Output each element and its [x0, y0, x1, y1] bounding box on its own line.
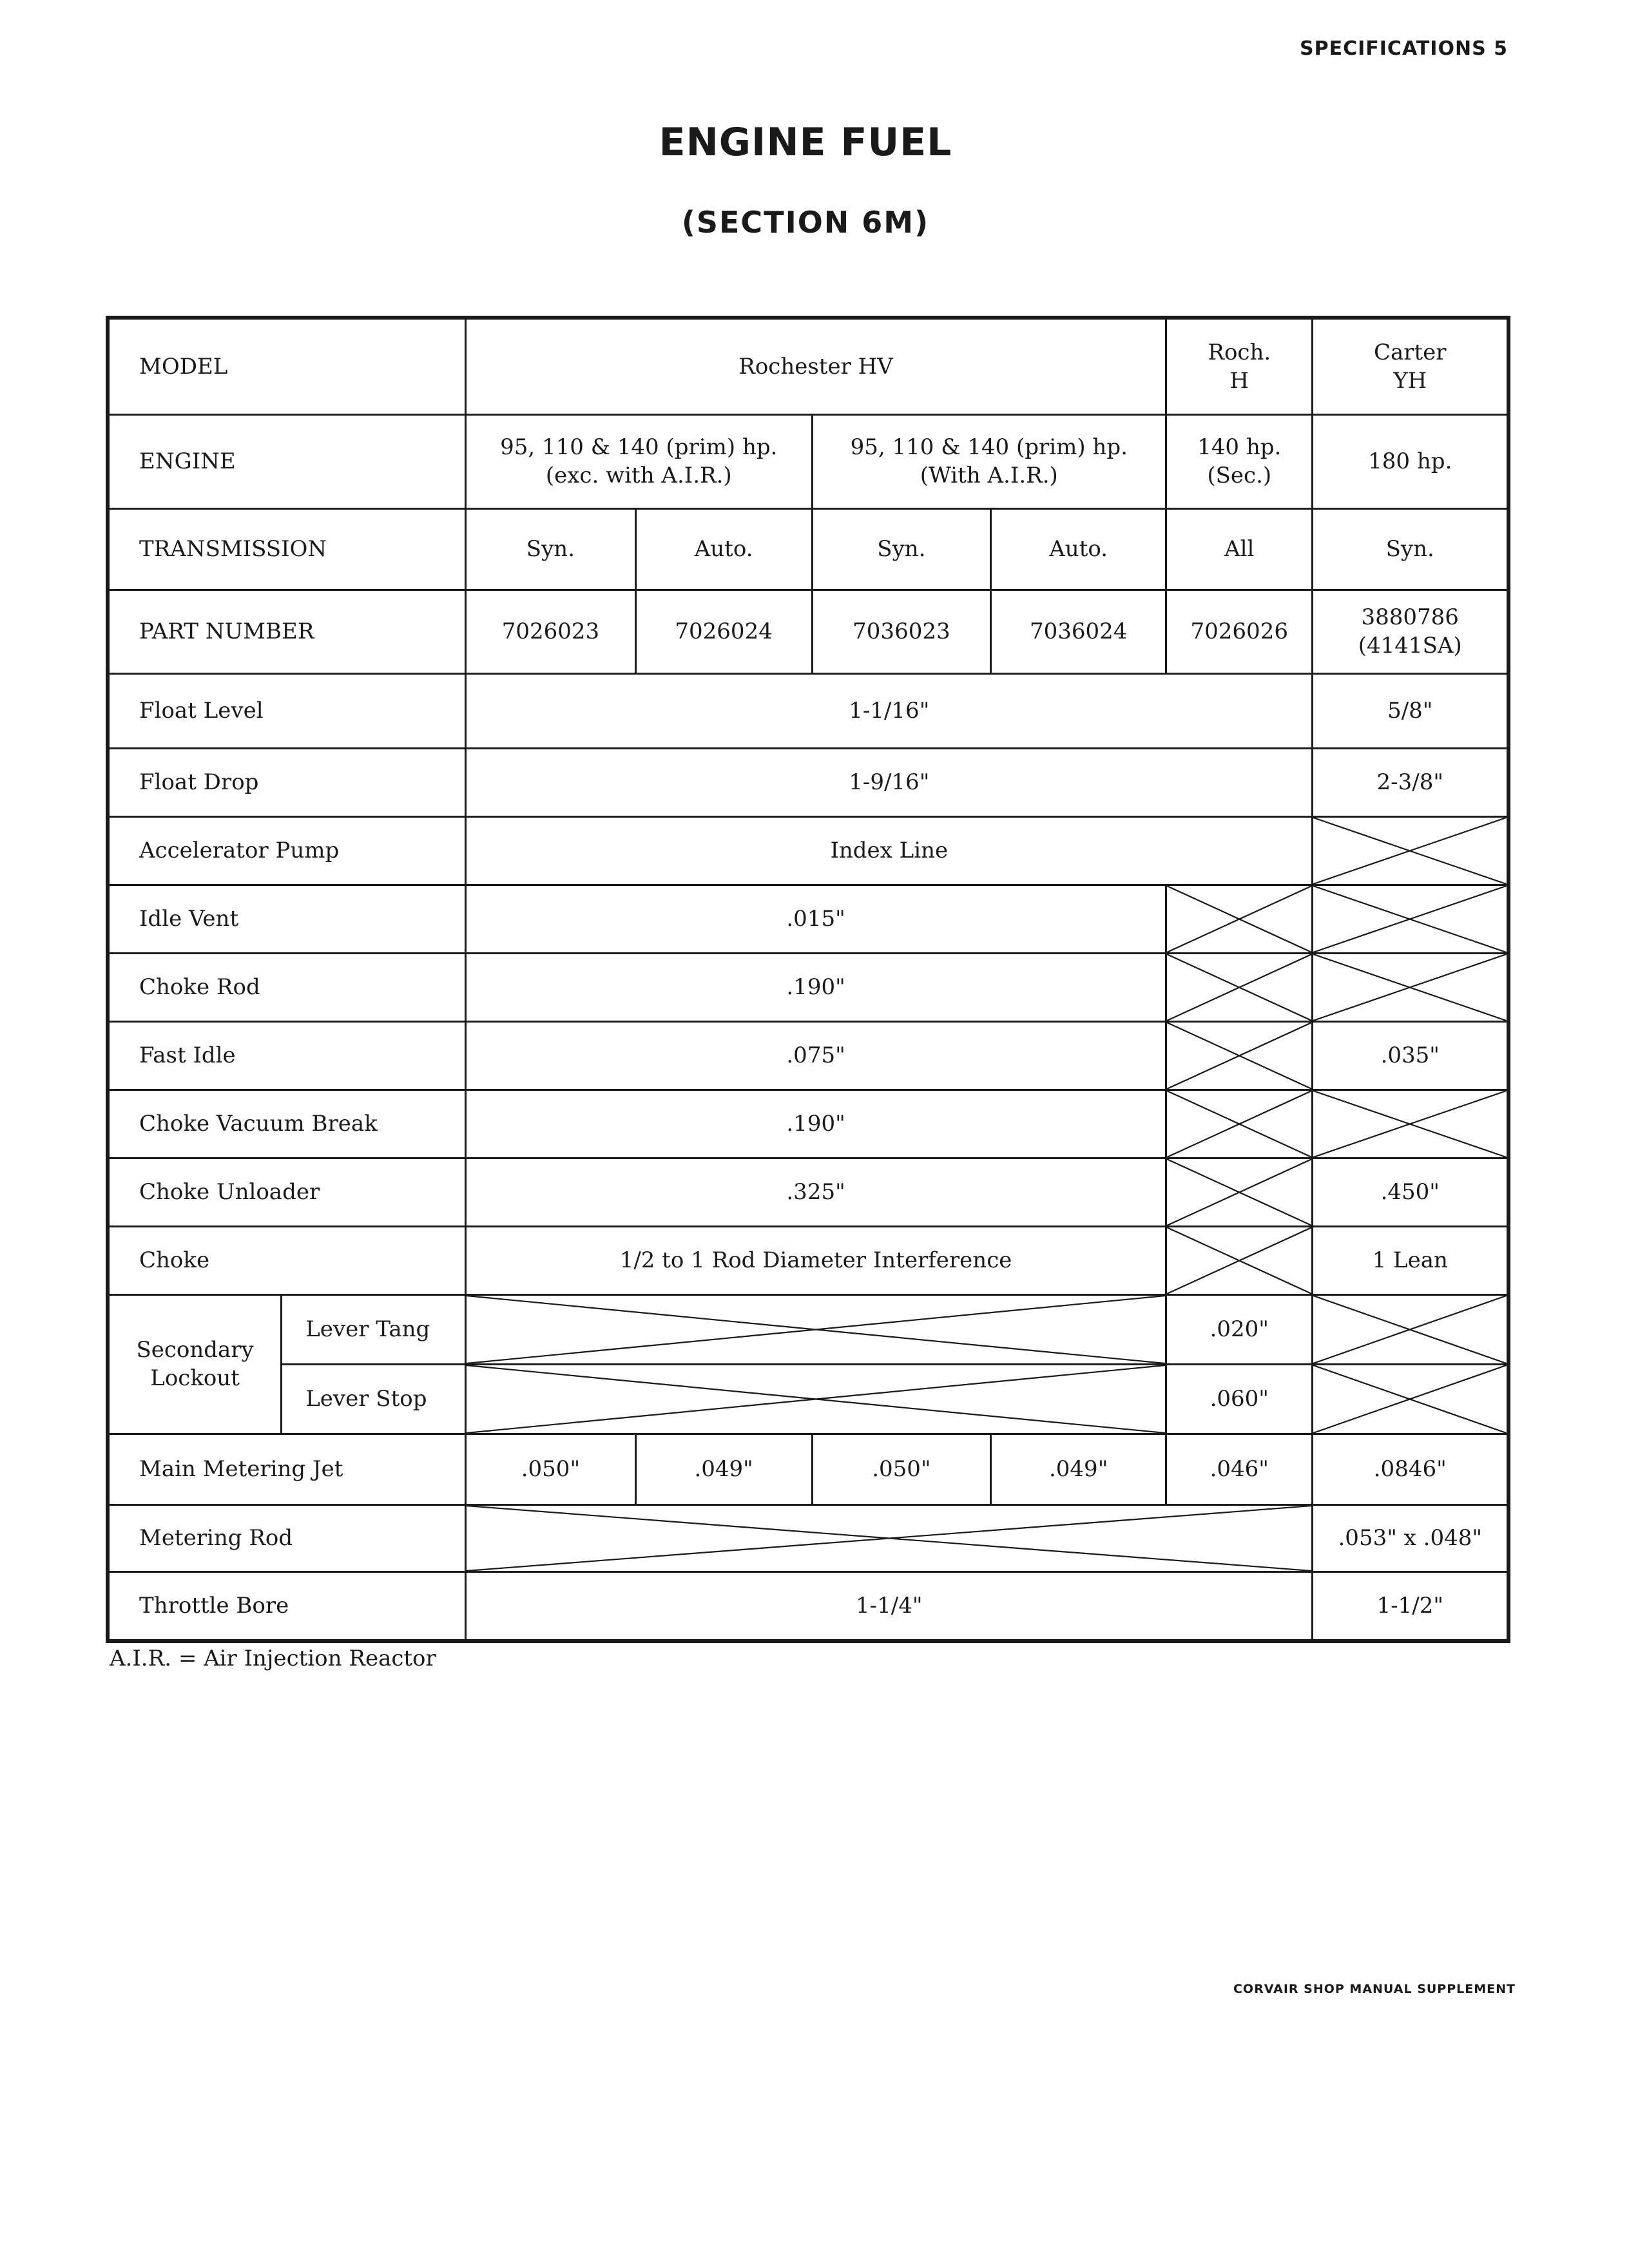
row-label: Accelerator Pump — [108, 816, 466, 885]
table-cell: .190" — [466, 1090, 1166, 1158]
table-cell: 1-1/2" — [1313, 1571, 1509, 1641]
table-cell: Rochester HV — [466, 318, 1166, 414]
table-cell: 1-1/16" — [466, 673, 1313, 748]
not-applicable-cell — [1313, 1090, 1509, 1158]
table-cell: .075" — [466, 1021, 1166, 1090]
table-cell: 180 hp. — [1313, 414, 1509, 508]
row-label: ENGINE — [108, 414, 466, 508]
cross-out-mark — [1167, 1091, 1311, 1157]
cross-out-mark — [1167, 1023, 1311, 1089]
row-label: PART NUMBER — [108, 590, 466, 673]
table-cell: 95, 110 & 140 (prim) hp. (exc. with A.I.R.) — [466, 414, 812, 508]
table-cell: 1-1/4" — [466, 1571, 1313, 1641]
table-cell: .450" — [1313, 1158, 1509, 1226]
table-cell: Carter YH — [1313, 318, 1509, 414]
table-row — [108, 953, 1509, 1021]
table-cell: Auto. — [991, 508, 1166, 590]
cross-out-mark — [1167, 886, 1311, 952]
not-applicable-cell — [466, 1504, 1313, 1571]
row-label: Main Metering Jet — [108, 1434, 466, 1504]
table-cell: All — [1166, 508, 1313, 590]
not-applicable-cell — [466, 1364, 1166, 1434]
table-cell: 95, 110 & 140 (prim) hp. (With A.I.R.) — [812, 414, 1166, 508]
table-cell: 7036023 — [812, 590, 991, 673]
row-label: Lever Stop — [282, 1364, 466, 1434]
table-row — [108, 1364, 1509, 1434]
table-row — [108, 414, 1509, 508]
row-label: MODEL — [108, 318, 466, 414]
not-applicable-cell — [1166, 1158, 1313, 1226]
row-label: Fast Idle — [108, 1021, 466, 1090]
table-cell: 1 Lean — [1313, 1226, 1509, 1294]
row-label: Choke Rod — [108, 953, 466, 1021]
cross-out-mark — [1313, 886, 1507, 952]
table-row — [108, 318, 1509, 414]
table-cell: .035" — [1313, 1021, 1509, 1090]
table-cell: .020" — [1166, 1294, 1313, 1364]
cross-out-mark — [467, 1365, 1165, 1433]
table-cell: .050" — [466, 1434, 636, 1504]
cross-out-mark — [1167, 954, 1311, 1021]
row-label: Float Drop — [108, 748, 466, 816]
cross-out-mark — [467, 1296, 1165, 1363]
table-row — [108, 1226, 1509, 1294]
carburetor-spec-table — [106, 316, 1510, 1643]
table-row — [108, 1158, 1509, 1226]
table-cell: 2-3/8" — [1313, 748, 1509, 816]
cross-out-mark — [1313, 818, 1507, 884]
table-row — [108, 673, 1509, 748]
row-label: Choke Vacuum Break — [108, 1090, 466, 1158]
row-label: Idle Vent — [108, 885, 466, 953]
table-cell: Roch. H — [1166, 318, 1313, 414]
table-cell: .049" — [991, 1434, 1166, 1504]
table-row — [108, 1021, 1509, 1090]
cross-out-mark — [1313, 1296, 1507, 1363]
table-cell: 140 hp. (Sec.) — [1166, 414, 1313, 508]
not-applicable-cell — [1166, 1021, 1313, 1090]
page-title: ENGINE FUEL — [659, 120, 952, 165]
table-row — [108, 590, 1509, 673]
table-cell: .190" — [466, 953, 1166, 1021]
cross-out-mark — [1167, 1227, 1311, 1294]
row-label: Metering Rod — [108, 1504, 466, 1571]
cross-out-mark — [1167, 1159, 1311, 1225]
cross-out-mark — [1313, 954, 1507, 1021]
not-applicable-cell — [466, 1294, 1166, 1364]
table-cell: .015" — [466, 885, 1166, 953]
row-label: Float Level — [108, 673, 466, 748]
section-subtitle: (SECTION 6M) — [681, 205, 930, 240]
table-cell: 3880786 (4141SA) — [1313, 590, 1509, 673]
row-label: Throttle Bore — [108, 1571, 466, 1641]
table-cell: .0846" — [1313, 1434, 1509, 1504]
table-cell: 1/2 to 1 Rod Diameter Interference — [466, 1226, 1166, 1294]
table-cell: .046" — [1166, 1434, 1313, 1504]
table-cell: .325" — [466, 1158, 1166, 1226]
table-cell: Index Line — [466, 816, 1313, 885]
table-cell: 7036024 — [991, 590, 1166, 673]
table-cell: .053" x .048" — [1313, 1504, 1509, 1571]
row-label: Lever Tang — [282, 1294, 466, 1364]
table-row — [108, 748, 1509, 816]
page-footer: CORVAIR SHOP MANUAL SUPPLEMENT — [1233, 1982, 1516, 1996]
row-label: Choke Unloader — [108, 1158, 466, 1226]
not-applicable-cell — [1166, 1226, 1313, 1294]
table-cell: 7026026 — [1166, 590, 1313, 673]
not-applicable-cell — [1313, 953, 1509, 1021]
table-row — [108, 508, 1509, 590]
table-cell: Auto. — [635, 508, 812, 590]
cross-out-mark — [1313, 1365, 1507, 1433]
row-label: Choke — [108, 1226, 466, 1294]
not-applicable-cell — [1313, 1364, 1509, 1434]
cross-out-mark — [1313, 1091, 1507, 1157]
footnote: A.I.R. = Air Injection Reactor — [110, 1646, 436, 1671]
row-group-label: Secondary Lockout — [108, 1294, 282, 1434]
table-row — [108, 816, 1509, 885]
table-row — [108, 885, 1509, 953]
cross-out-mark — [467, 1506, 1311, 1571]
row-label: TRANSMISSION — [108, 508, 466, 590]
table-cell: 7026024 — [635, 590, 812, 673]
table-cell: .049" — [635, 1434, 812, 1504]
not-applicable-cell — [1313, 885, 1509, 953]
table-row — [108, 1434, 1509, 1504]
table-row — [108, 1294, 1509, 1364]
table-cell: Syn. — [812, 508, 991, 590]
running-head: SPECIFICATIONS 5 — [1300, 37, 1508, 60]
table-cell: Syn. — [1313, 508, 1509, 590]
table-cell: .060" — [1166, 1364, 1313, 1434]
table-row — [108, 1090, 1509, 1158]
table-cell: .050" — [812, 1434, 991, 1504]
not-applicable-cell — [1166, 1090, 1313, 1158]
table-cell: 1-9/16" — [466, 748, 1313, 816]
table-cell: Syn. — [466, 508, 636, 590]
table-cell: 5/8" — [1313, 673, 1509, 748]
table-cell: 7026023 — [466, 590, 636, 673]
not-applicable-cell — [1313, 1294, 1509, 1364]
not-applicable-cell — [1313, 816, 1509, 885]
table-row — [108, 1571, 1509, 1641]
not-applicable-cell — [1166, 953, 1313, 1021]
not-applicable-cell — [1166, 885, 1313, 953]
table-row — [108, 1504, 1509, 1571]
